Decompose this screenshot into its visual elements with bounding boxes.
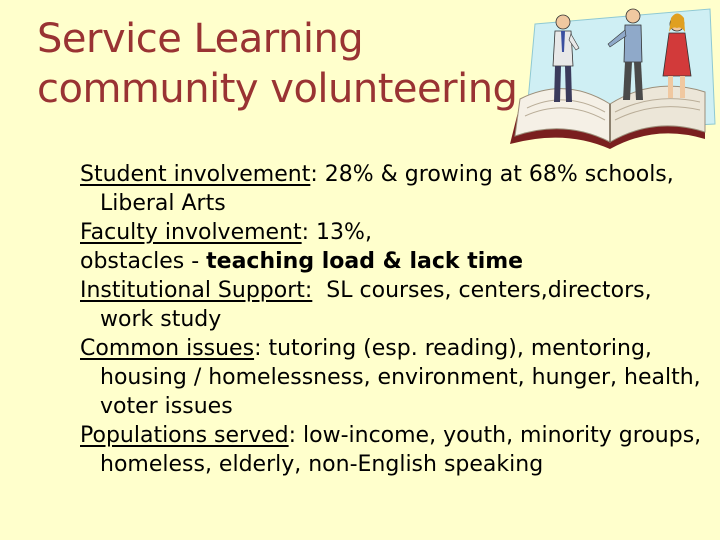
bullet-label: Faculty involvement bbox=[80, 220, 302, 245]
bullet-text: SL courses, centers,directors, work study bbox=[100, 278, 659, 332]
bullet-label: Institutional Support: bbox=[80, 278, 313, 303]
bullet-common-issues bbox=[80, 334, 710, 421]
bullet-label: Common issues bbox=[80, 336, 255, 361]
slide-title-line-1: Service Learning bbox=[37, 16, 364, 62]
bullet-institutional-support bbox=[80, 276, 710, 334]
bullet-label: Student involvement bbox=[80, 162, 311, 187]
bullet-faculty-involvement bbox=[80, 218, 710, 247]
bullet-obstacles bbox=[80, 247, 710, 276]
bullet-text: : low-income, youth, minority groups, homeless, elderly, non-English speaking bbox=[100, 423, 702, 477]
bullet-text: obstacles - bbox=[80, 249, 207, 274]
bullet-populations-served bbox=[80, 421, 710, 479]
bullet-emphasis: teaching load & lack time bbox=[206, 249, 524, 274]
slide-title bbox=[37, 14, 517, 114]
slide-body bbox=[80, 160, 710, 479]
bullet-text: : 28% & growing at 68% schools, Liberal Arts bbox=[100, 162, 674, 216]
bullet-text: : 13%, bbox=[301, 220, 372, 245]
bullet-student-involvement bbox=[80, 160, 710, 218]
bullet-text: : tutoring (esp. reading), mentoring, housing / homelessness, environment, hunger, health, voter issues bbox=[100, 336, 701, 419]
bullet-label: Populations served bbox=[80, 423, 289, 448]
people-on-open-book-icon bbox=[505, 4, 717, 154]
slide-title-line-2: community volunteering bbox=[37, 66, 518, 112]
